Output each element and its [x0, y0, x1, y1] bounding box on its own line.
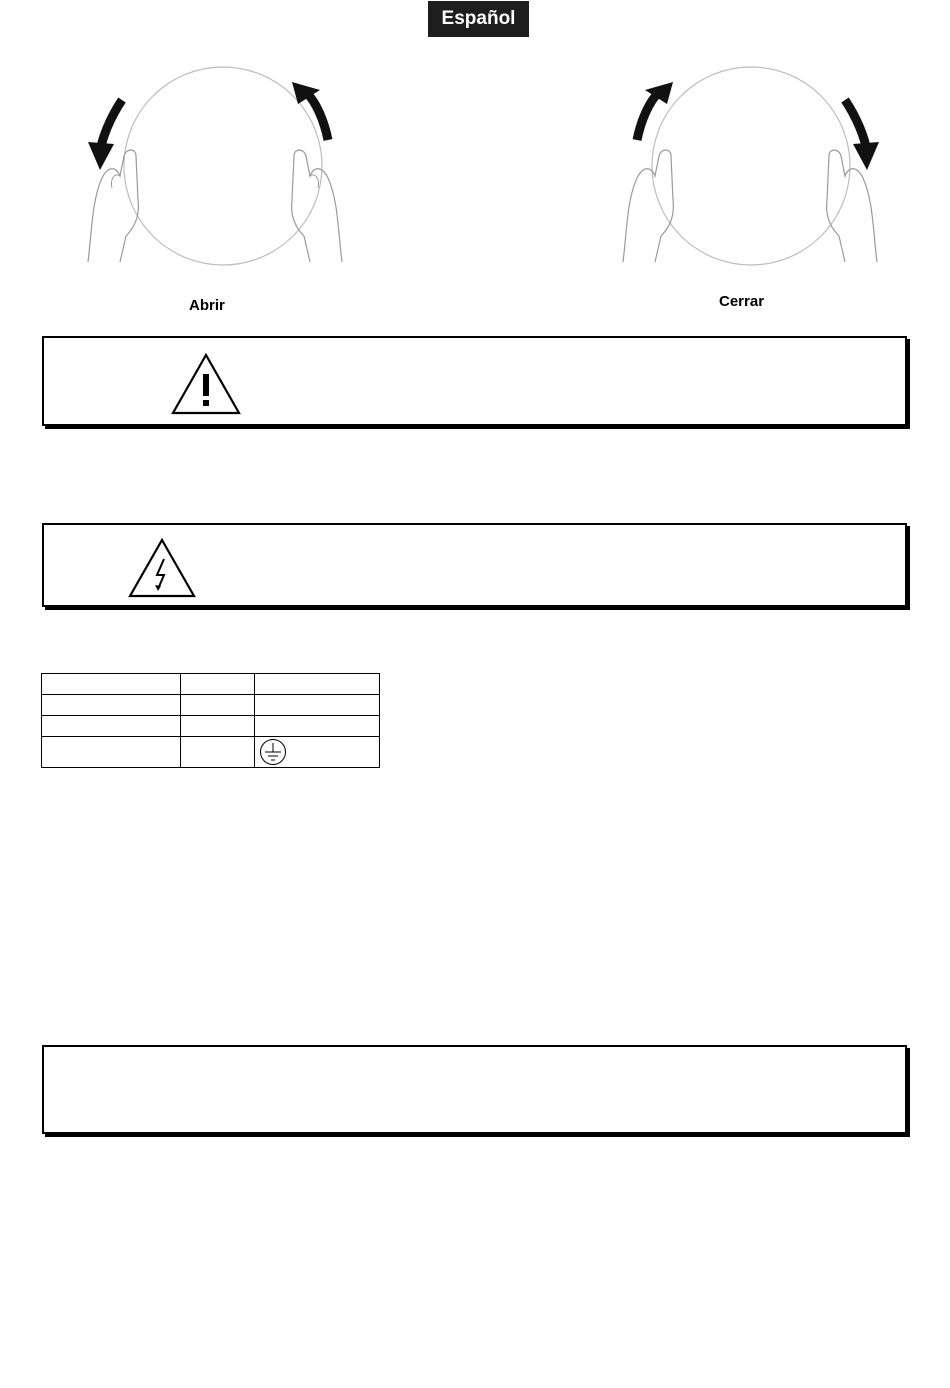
close-lid-illustration [615, 60, 885, 270]
table-row [42, 674, 380, 695]
open-lid-illustration [80, 60, 350, 270]
table-cell [42, 674, 181, 695]
table-cell [42, 695, 181, 716]
table-cell [255, 737, 380, 768]
table-row [42, 716, 380, 737]
table-cell [180, 674, 255, 695]
close-caption: Cerrar [719, 293, 765, 310]
caution-notice-box [42, 336, 907, 426]
high-voltage-icon [127, 537, 197, 599]
language-badge: Español [428, 1, 529, 37]
table-cell [255, 695, 380, 716]
table-cell [180, 737, 255, 768]
table-row [42, 695, 380, 716]
protective-earth-icon [259, 738, 287, 766]
table-cell [42, 716, 181, 737]
table-cell [180, 695, 255, 716]
electric-shock-notice-box [42, 523, 907, 607]
table-row [42, 737, 380, 768]
table-cell [42, 737, 181, 768]
table-cell [180, 716, 255, 737]
table-cell [255, 716, 380, 737]
bottom-notice-box [42, 1045, 907, 1134]
connection-table [41, 673, 380, 768]
table-cell [255, 674, 380, 695]
open-caption: Abrir [189, 297, 225, 314]
warning-exclamation-icon [170, 352, 242, 416]
